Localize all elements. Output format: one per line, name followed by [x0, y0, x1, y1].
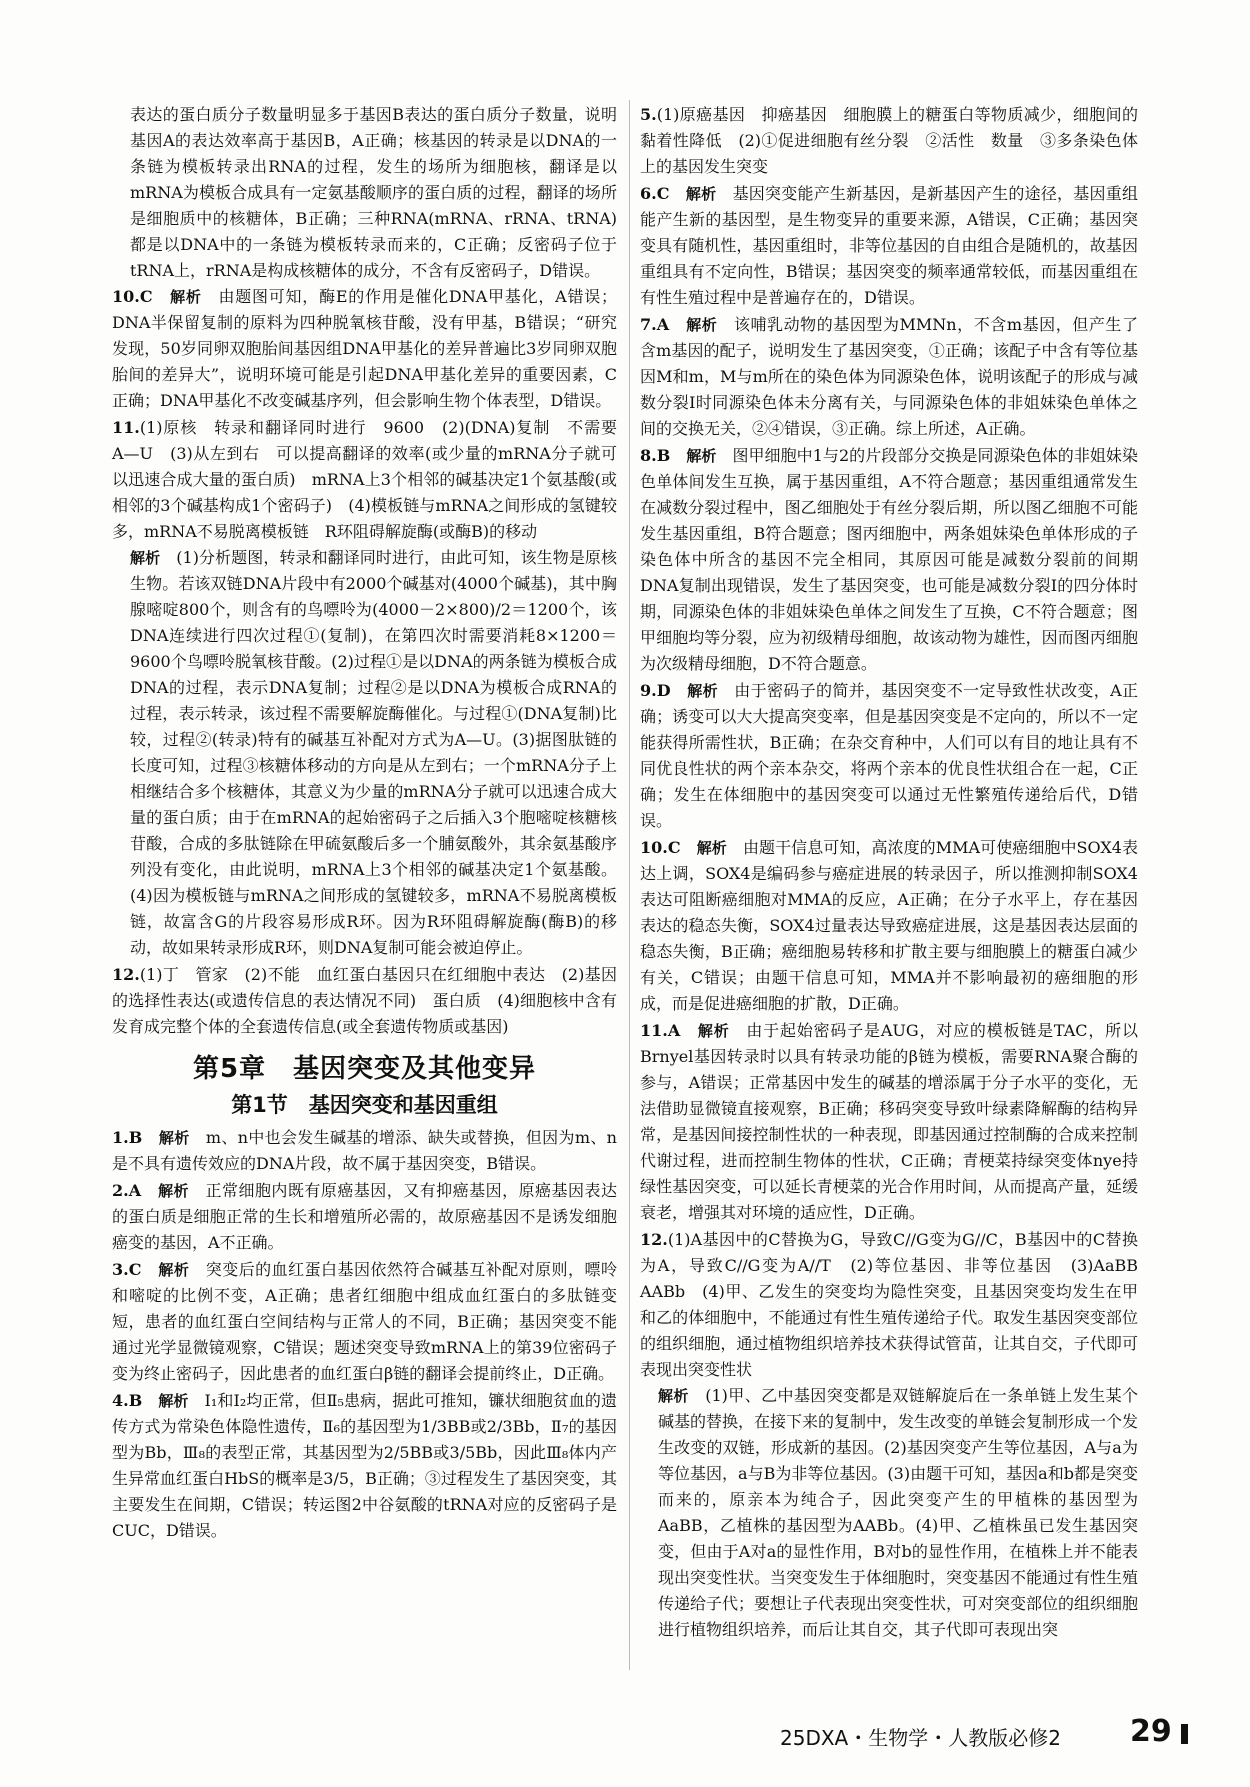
answer-item-5: 5.(1)原癌基因 抑癌基因 细胞膜上的糖蛋白等物质减少，细胞间的黏着性降低 (2)①促进细胞有丝分裂 ②活性 数量 ③多条染色体上的基因发生突变 [640, 105, 1138, 176]
answer-continuation: 表达的蛋白质分子数量明显多于基因B表达的蛋白质分子数量，说明基因A的表达效率高于基因B，A正确；核基因的转录是以DNA的一条链为模板转录出RNA的过程，发生的场所为细胞核，翻译是以mRNA为模板合成具有一定氨基酸顺序的蛋白质的过程，翻译的场所是细胞质中的核糖体，B正确；三种RNA(mRNA、rRNA、tRNA)都是以DNA中的一条链为模板转录而来的，C正确；反密码子位于tRNA上，rRNA是构成核糖体的成分，不含有反密码子，D错误。 [130, 105, 617, 280]
answer-item-10b: 10.C 解析 由题干信息可知，高浓度的MMA可使癌细胞中SOX4表达上调，SOX4是编码参与癌症进展的转录因子，所以推测抑制SOX4表达可阻断癌细胞对MMA的反应，A正确；在分子水平上，存在基因表达的稳态失衡，SOX4过量表达导致癌症进展，这是基因表达层面的稳态失衡，B正确；癌细胞易转移和扩散主要与细胞膜上的糖蛋白减少有关，C错误；由题干信息可知，MMA并不影响最初的癌细胞的形成，而是促进癌细胞的扩散，D正确。 [640, 838, 1138, 1013]
column-divider [629, 100, 630, 1670]
answer-item-2: 2.A 解析 正常细胞内既有原癌基因，又有抑癌基因，原癌基因表达的蛋白质是细胞正常的生长和增殖所必需的，故原癌基因不是诱发细胞癌变的基因，A不正确。 [112, 1181, 617, 1252]
answer-item-11b: 11.A 解析 由于起始密码子是AUG，对应的模板链是TAC，所以Brnyel基因转录时以具有转录功能的β链为模板，需要RNA聚合酶的参与，A错误；正常基因中发生的碱基的增添属于分子水平的变化，无法借助显微镜直接观察，B正确；移码突变导致叶绿素降解酶的结构异常，是基因间接控制性状的一种表现，即基因通过控制酶的合成来控制代谢过程，进而控制生物体的性状，C正确；青梗菜持绿突变体nye持绿性基因突变，可以延长青梗菜的光合作用时间，从而提高产量，延缓衰老，增强其对环境的适应性，D正确。 [640, 1021, 1138, 1222]
section-heading: 第1节 基因突变和基因重组 [231, 1093, 498, 1117]
page-marker-bar [1181, 1724, 1188, 1744]
answer-item-7: 7.A 解析 该哺乳动物的基因型为MMNn，不含m基因，但产生了含m基因的配子，说明发生了基因突变，①正确；该配子中含有等位基因M和m，M与m所在的染色体为同源染色体，说明该配子的形成与减数分裂Ⅰ时同源染色体未分离有关，与同源染色体的非姐妹染色单体之间的交换无关，②④错误，③正确。综上所述，A正确。 [640, 315, 1138, 438]
chapter-heading: 第5章 基因突变及其他变异 [192, 1054, 537, 1084]
answer-item-8: 8.B 解析 图甲细胞中1与2的片段部分交换是同源染色体的非姐妹染色单体间发生互换，属于基因重组，A不符合题意；基因重组通常发生在减数分裂过程中，图乙细胞处于有丝分裂后期，所以图乙细胞不可能发生基因重组，B符合题意；图丙细胞中，两条姐妹染色单体形成的子染色体中所含的基因不完全相同，其原因可能是减数分裂前的间期DNA复制出现错误，发生了基因突变，也可能是减数分裂Ⅰ的四分体时期，同源染色体的非姐妹染色单体之间发生了互换，C不符合题意；图甲细胞均等分裂，应为初级精母细胞，故该动物为雄性，因而图丙细胞为次级精母细胞，D不符合题意。 [640, 446, 1138, 673]
right-column [640, 102, 1155, 1644]
page-number: 29 [1130, 1714, 1172, 1749]
footer-book-title: 25DXA・生物学・人教版必修2 [780, 1726, 1061, 1750]
answer-item-6: 6.C 解析 基因突变能产生新基因，是新基因产生的途径，基因重组能产生新的基因型，是生物变异的重要来源，A错误，C正确；基因突变具有随机性，基因重组时，非等位基因的自由组合是随机的，故基因重组具有不定向性，B错误；基因突变的频率通常较低，而基因重组在有性生殖过程中是普遍存在的，D错误。 [640, 184, 1138, 307]
left-column [112, 102, 634, 1545]
answer-item-12: 12.(1)丁 管家 (2)不能 血红蛋白基因只在红细胞中表达 (2)基因的选择性表达(或遗传信息的表达情况不同) 蛋白质 (4)细胞核中含有发育成完整个体的全套遗传信息(或全套遗传物质或基因) [112, 965, 617, 1036]
answer-item-10: 10.C 解析 由题图可知，酶E的作用是催化DNA甲基化，A错误；DNA半保留复制的原料为四种脱氧核苷酸，没有甲基，B错误；“研究发现，50岁同卵双胞胎间基因组DNA甲基化的差异普遍比3岁同卵双胞胎间的差异大”，说明环境可能是引起DNA甲基化差异的重要因素，C正确；DNA甲基化不改变碱基序列，但会影响生物个体表型，D错误。 [112, 287, 617, 410]
answer-item-1: 1.B 解析 m、n中也会发生碱基的增添、缺失或替换，但因为m、n是不具有遗传效应的DNA片段，故不属于基因突变，B错误。 [112, 1128, 617, 1173]
answer-item-9: 9.D 解析 由于密码子的简并，基因突变不一定导致性状改变，A正确；诱变可以大大提高突变率，但是基因突变是不定向的，所以不一定能获得所需性状，B正确；在杂交育种中，人们可以有目的地让具有不同优良性状的两个亲本杂交，将两个亲本的优良性状组合在一起，C正确；发生在体细胞中的基因突变可以通过无性繁殖传递给后代，D错误。 [640, 681, 1138, 830]
answer-item-4: 4.B 解析 Ⅰ₁和Ⅰ₂均正常，但Ⅱ₅患病，据此可推知，镰状细胞贫血的遗传方式为常染色体隐性遗传，Ⅱ₆的基因型为1/3BB或2/3Bb，Ⅱ₇的基因型为Bb，Ⅲ₈的表型正常，其基因型为2/5BB或3/5Bb，因此Ⅲ₈体内产生异常血红蛋白HbS的概率是3/5，B正确；③过程发生了基因突变，其主要发生在间期，C错误；转运图2中谷氨酸的tRNA对应的反密码子是CUC，D错误。 [112, 1391, 617, 1540]
answer-item-12b: 12.(1)A基因中的C替换为G，导致C//G变为G//C，B基因中的C替换为A，导致C//G变为A//T (2)等位基因、非等位基因 (3)AaBB AABb (4)甲、乙发生的突变均为隐性突变，且基因突变均发生在甲和乙的体细胞中，不能通过有性生殖传递给子代。取发生基因突变部位的组织细胞，通过植物组织培养技术获得试管苗，让其自交，子代即可表现出突变性状 解析 (1)甲、乙中基因突变都是双链解旋后在一条单链上发生某个碱基的替换，在接下来的复制中，发生改变的单链会复制形成一个发生改变的双链，形成新的基因。(2)基因突变产生等位基因，A与a为等位基因，a与B为非等位基因。(3)由题干可知，基因a和b都是突变而来的，原亲本为纯合子，因此突变产生的甲植株的基因型为AaBB，乙植株的基因型为AABb。(4)甲、乙植株虽已发生基因突变，但由于A对a的显性作用，B对b的显性作用，在植株上并不能表现出突变性状。当突变发生于体细胞时，突变基因不能通过有性生殖传递给子代；要想让子代表现出突变性状，可对突变部位的组织细胞进行植物组织培养，而后让其自交，其子代即可表现出突 [640, 1230, 1155, 1639]
answer-item-3: 3.C 解析 突变后的血红蛋白基因依然符合碱基互补配对原则，嘌呤和嘧啶的比例不变，A正确；患者红细胞中组成血红蛋白的多肽链变短，患者的血红蛋白空间结构与正常人的不同，B正确；基因突变不能通过光学显微镜观察，C错误；题述突变导致mRNA上的第39位密码子变为终止密码子，因此患者的血红蛋白β链的翻译会提前终止，D正确。 [112, 1260, 617, 1383]
answer-item-11: 11.(1)原核 转录和翻译同时进行 9600 (2)(DNA)复制 不需要 A—U (3)从左到右 可以提高翻译的效率(或少量的mRNA分子就可以迅速合成大量的蛋白质) mRNA上3个相邻的碱基决定1个氨基酸(或相邻的3个碱基构成1个密码子) (4)模板链与mRNA之间形成的氢键较多，mRNA不易脱离模板链 R环阻碍解旋酶(或酶B)的移动 解析 (1)分析题图，转录和翻译同时进行，由此可知，该生物是原核生物。若该双链DNA片段中有2000个碱基对(4000个碱基)，其中胸腺嘧啶800个，则含有的鸟嘌呤为(4000－2×800)/2＝1200个，该DNA连续进行四次过程①(复制)，在第四次时需要消耗8×1200＝9600个鸟嘌呤脱氧核苷酸。(2)过程①是以DNA的两条链为模板合成DNA的过程，表示DNA复制；过程②是以DNA为模板合成RNA的过程，表示转录，该过程不需要解旋酶催化。与过程①(DNA复制)比较，过程②(转录)特有的碱基互补配对方式为A—U。(3)据图肽链的长度可知，过程③核糖体移动的方向是从左到右；一个mRNA分子上相继结合多个核糖体，其意义为少量的mRNA分子就可以迅速合成大量的蛋白质；由于在mRNA的起始密码子之后插入3个胞嘧啶核糖核苷酸，合成的多肽链除在甲硫氨酸后多一个脯氨酸外，其余氨基酸序列没有变化，由此说明，mRNA上3个相邻的碱基决定1个氨基酸。(4)因为模板链与mRNA之间形成的氢键较多，mRNA不易脱离模板链，故富含G的片段容易形成R环。因为R环阻碍解旋酶(酶B)的移动，故如果转录形成R环，则DNA复制可能会被迫停止。 [112, 418, 634, 957]
